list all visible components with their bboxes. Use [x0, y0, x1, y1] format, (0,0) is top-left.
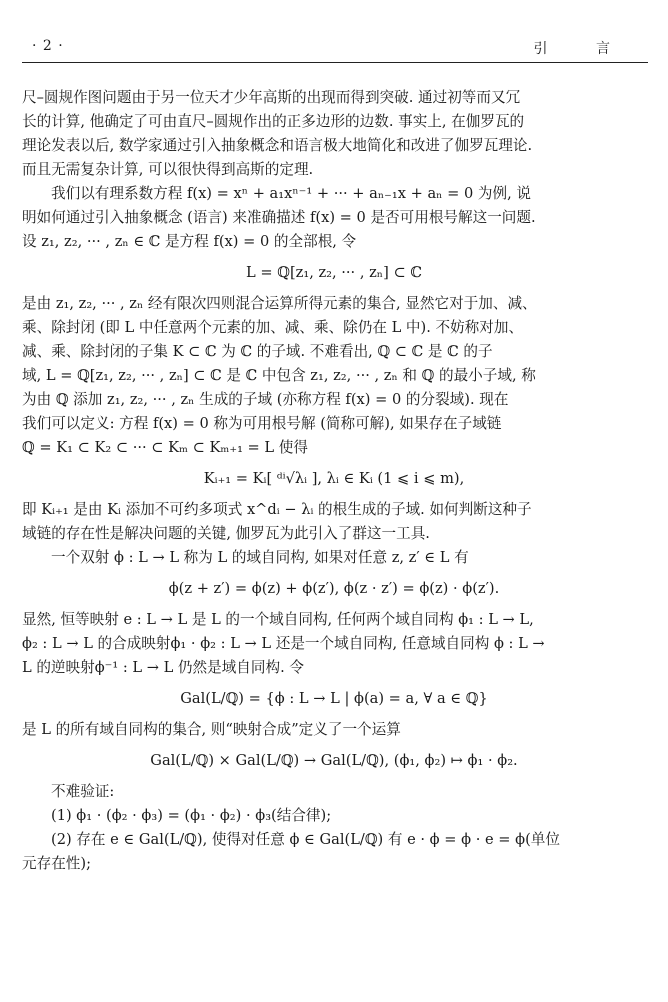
equation-automorphism: ϕ(z + z′) = ϕ(z) + ϕ(z′), ϕ(z · z′) = ϕ(z) · ϕ(z′).: [168, 580, 500, 597]
text-line: ℚ = K₁ ⊂ K₂ ⊂ ··· ⊂ Kₘ ⊂ Kₘ₊₁ = L 使得: [22, 439, 308, 456]
text-line: 为由 ℚ 添加 z₁, z₂, ··· , zₙ 生成的子域 (亦称方程 f(x) = 0 的分裂域). 现在: [22, 391, 509, 408]
page-body: [22, 86, 646, 876]
text-line: 我们以有理系数方程 f(x) = xⁿ + a₁xⁿ⁻¹ + ··· + aₙ₋₁x + aₙ = 0 为例, 说: [51, 185, 531, 202]
text-line: 理论发表以后, 数学家通过引入抽象概念和语言极大地简化和改进了伽罗瓦理论.: [22, 137, 533, 154]
text-line: (2) 存在 e ∈ Gal(L/ℚ), 使得对任意 ϕ ∈ Gal(L/ℚ) 有 e · ϕ = ϕ · e = ϕ(单位: [51, 831, 560, 848]
text-line: (1) ϕ₁ · (ϕ₂ · ϕ₃) = (ϕ₁ · ϕ₂) · ϕ₃(结合律);: [51, 807, 332, 824]
text-line: 域链的存在性是解决问题的关键, 伽罗瓦为此引入了群这一工具.: [22, 525, 430, 542]
text-line: 我们可以定义: 方程 f(x) = 0 称为可用根号解 (简称可解), 如果存在子域链: [22, 415, 502, 432]
text-line: 是 L 的所有域自同构的集合, 则“映射合成”定义了一个运算: [22, 721, 401, 738]
text-line: 长的计算, 他确定了可由直尺–圆规作出的正多边形的边数. 事实上, 在伽罗瓦的: [22, 113, 525, 130]
text-line: 域, L = ℚ[z₁, z₂, ··· , zₙ] ⊂ ℂ 是 ℂ 中包含 z₁, z₂, ··· , zₙ 和 ℚ 的最小子域, 称: [22, 367, 536, 384]
equation-splitting-field: L = ℚ[z₁, z₂, ··· , zₙ] ⊂ ℂ: [246, 264, 422, 281]
equation-group-operation: Gal(L/ℚ) × Gal(L/ℚ) → Gal(L/ℚ), (ϕ₁, ϕ₂) ↦ ϕ₁ · ϕ₂.: [150, 752, 518, 769]
text-line: 设 z₁, z₂, ··· , zₙ ∈ ℂ 是方程 f(x) = 0 的全部根, 令: [22, 233, 357, 250]
text-line: 显然, 恒等映射 e : L → L 是 L 的一个域自同构, 任何两个域自同构 ϕ₁ : L → L,: [22, 611, 534, 628]
section-title: 引 言: [533, 41, 632, 57]
text-line: ϕ₂ : L → L 的合成映射ϕ₁ · ϕ₂ : L → L 还是一个域自同构, 任意域自同构 ϕ : L →: [22, 635, 545, 652]
text-line: L 的逆映射ϕ⁻¹ : L → L 仍然是域自同构. 令: [22, 659, 304, 676]
page-number: · 2 ·: [32, 38, 64, 54]
text-line: 而且无需复杂计算, 可以很快得到高斯的定理.: [22, 161, 314, 178]
text-line: 乘、除封闭 (即 L 中任意两个元素的加、减、乘、除仍在 L 中). 不妨称对加、: [22, 319, 524, 336]
running-header: [22, 36, 648, 63]
text-line: 即 Kᵢ₊₁ 是由 Kᵢ 添加不可约多项式 x^dᵢ − λᵢ 的根生成的子域. 如何判断这种子: [22, 501, 532, 518]
text-line: 是由 z₁, z₂, ··· , zₙ 经有限次四则混合运算所得元素的集合, 显然它对于加、减、: [22, 295, 537, 312]
equation-field-tower: Kᵢ₊₁ = Kᵢ[ ᵈⁱ√λᵢ ], λᵢ ∈ Kᵢ (1 ⩽ i ⩽ m),: [203, 470, 465, 487]
text-line: 明如何通过引入抽象概念 (语言) 来准确描述 f(x) = 0 是否可用根号解这一问题.: [22, 209, 536, 226]
text-line: 一个双射 ϕ : L → L 称为 L 的域自同构, 如果对任意 z, z′ ∈ L 有: [51, 549, 469, 566]
text-line: 不难验证:: [51, 783, 115, 800]
text-line: 尺–圆规作图问题由于另一位天才少年高斯的出现而得到突破. 通过初等而又冗: [22, 89, 521, 106]
equation-galois-group: Gal(L/ℚ) = {ϕ : L → L | ϕ(a) = a, ∀ a ∈ ℚ}: [180, 690, 488, 707]
text-line: 减、乘、除封闭的子集 K ⊂ ℂ 为 ℂ 的子域. 不难看出, ℚ ⊂ ℂ 是 ℂ 的子: [22, 343, 493, 360]
text-line: 元存在性);: [22, 855, 91, 872]
